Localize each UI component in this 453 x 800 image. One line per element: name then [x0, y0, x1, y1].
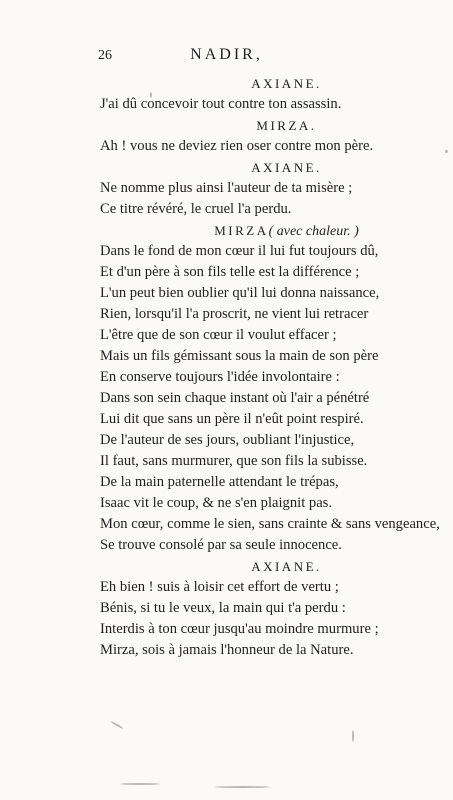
- speaker-label: AXIANE.: [251, 160, 322, 175]
- verse-line: Dans le fond de mon cœur il lui fut toujours dû,: [100, 243, 379, 259]
- verse-line: Eh bien ! suis à loisir cet effort de vertu ;: [100, 579, 339, 595]
- verse-line: Isaac vit le coup, & ne s'en plaignit pas.: [100, 495, 333, 511]
- speaker-name: [100, 157, 435, 178]
- verse-line: Mon cœur, comme le sien, sans crainte & sans vengeance,: [100, 516, 440, 532]
- verse-line: Lui dit que sans un père il n'eût point respiré.: [100, 411, 364, 427]
- verse-line: Ce titre révéré, le cruel l'a perdu.: [100, 201, 292, 217]
- stage-direction: ( avec chaleur. ): [268, 224, 359, 239]
- ink-speck: [215, 786, 270, 788]
- ink-speck: [120, 783, 160, 785]
- play-text: [100, 73, 440, 661]
- verse-line: Interdis à ton cœur jusqu'au moindre murmure ;: [100, 621, 379, 637]
- verse-line: Mais un fils gémissant sous la main de son père: [100, 348, 379, 364]
- ink-speck: [110, 721, 123, 730]
- speaker-label: MIRZA: [214, 223, 269, 238]
- running-title: NADIR,: [190, 46, 263, 63]
- verse-line: Se trouve consolé par sa seule innocence.: [100, 537, 342, 553]
- speaker-name: [100, 220, 435, 241]
- verse-line: De la main paternelle attendant le trépas,: [100, 474, 339, 490]
- ink-speck: [150, 92, 152, 98]
- verse-line: Et d'un père à son fils telle est la différence ;: [100, 264, 360, 280]
- verse-line: J'ai dû concevoir tout contre ton assassin.: [100, 96, 342, 112]
- verse-line: Dans son sein chaque instant où l'air a pénétré: [100, 390, 370, 406]
- speaker-name: [100, 115, 435, 136]
- speaker-label: AXIANE.: [251, 76, 322, 91]
- verse-line: L'être que de son cœur il voulut effacer ;: [100, 327, 337, 343]
- speaker-label: AXIANE.: [251, 559, 322, 574]
- verse-line: Ah ! vous ne deviez rien oser contre mon père.: [100, 138, 374, 154]
- page-number: 26: [98, 48, 112, 63]
- speaker-label: MIRZA.: [256, 118, 317, 133]
- speaker-name: [100, 556, 435, 577]
- speaker-name: [100, 73, 435, 94]
- verse-line: En conserve toujours l'idée involontaire :: [100, 369, 340, 385]
- ink-speck: [445, 150, 448, 153]
- verse-line: De l'auteur de ses jours, oubliant l'injustice,: [100, 432, 355, 448]
- ink-speck: [352, 730, 354, 742]
- verse-line: Rien, lorsqu'il l'a proscrit, ne vient lui retracer: [100, 306, 369, 322]
- verse-line: Bénis, si tu le veux, la main qui t'a perdu :: [100, 600, 346, 616]
- verse-line: Il faut, sans murmurer, que son fils la subisse.: [100, 453, 368, 469]
- verse-line: Mirza, sois à jamais l'honneur de la Nature.: [100, 642, 354, 658]
- verse-line: Ne nomme plus ainsi l'auteur de ta misère ;: [100, 180, 353, 196]
- verse-line: L'un peut bien oublier qu'il lui donna naissance,: [100, 285, 380, 301]
